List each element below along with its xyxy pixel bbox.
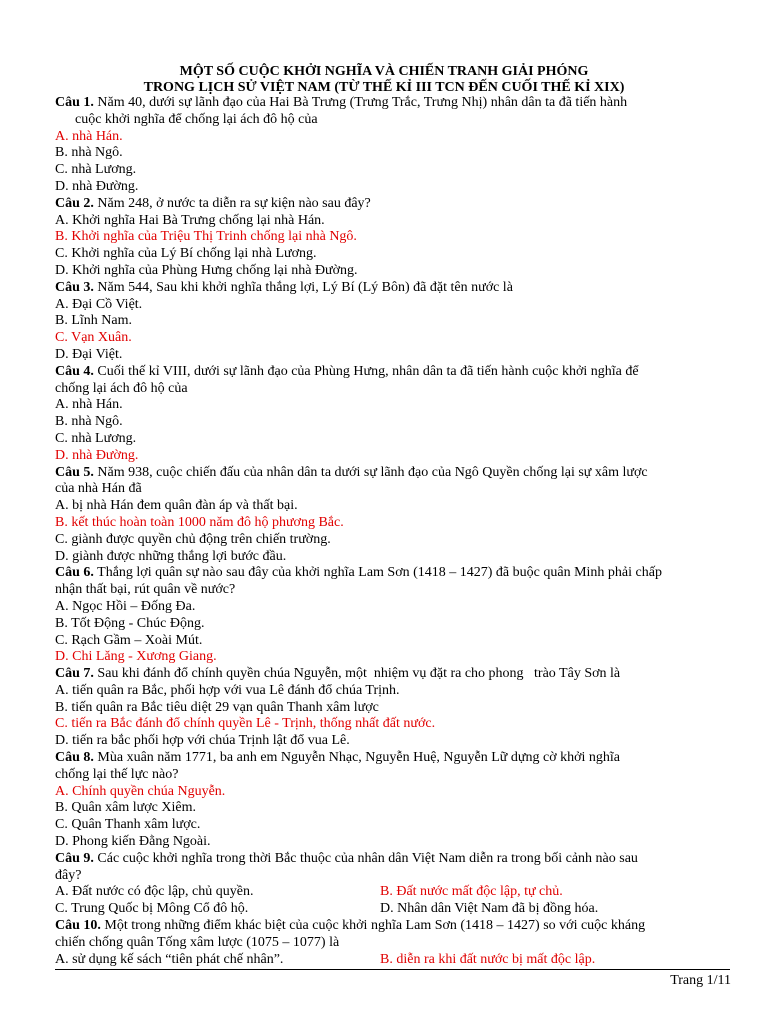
question-7: Câu 7. Sau khi đánh đổ chính quyền chúa Nguyễn, một nhiệm vụ đặt ra cho phong trào Tây Sơn là [55, 666, 621, 682]
question-9: Câu 9. Các cuộc khởi nghĩa trong thời Bắc thuộc của nhân dân Việt Nam diễn ra trong bối cảnh nào sau [55, 850, 638, 866]
option: A. bị nhà Hán đem quân đàn áp và thất bại. [55, 498, 298, 514]
option: B. diễn ra khi đất nước bị mất độc lập. [380, 951, 596, 967]
option: B. Khởi nghĩa của Triệu Thị Trinh chống lại nhà Ngô. [55, 229, 357, 245]
option: B. kết thúc hoàn toàn 1000 năm đô hộ phương Bắc. [55, 514, 344, 530]
option: A. Đất nước có độc lập, chủ quyền. [55, 884, 254, 900]
question-10-cont: chiến chống quân Tống xâm lược (1075 – 1077) là [55, 934, 340, 950]
option: A. sử dụng kế sách “tiên phát chế nhân”. [55, 951, 284, 967]
footer-divider [55, 969, 730, 970]
option: C. giành được quyền chủ động trên chiến trường. [55, 531, 331, 547]
question-5-cont: của nhà Hán đã [55, 481, 142, 497]
option: D. Phong kiến Đằng Ngoài. [55, 834, 211, 850]
option: D. giành được những thắng lợi bước đầu. [55, 548, 287, 564]
question-10: Câu 10. Một trong những điểm khác biệt của cuộc khởi nghĩa Lam Sơn (1418 – 1427) so với cuộc kháng [55, 918, 646, 934]
question-4: Câu 4. Cuối thế kỉ VIII, dưới sự lãnh đạo của Phùng Hưng, nhân dân ta đã tiến hành cuộc khởi nghĩa để [55, 363, 639, 379]
option: C. Trung Quốc bị Mông Cổ đô hộ. [55, 901, 249, 917]
option: A. Khởi nghĩa Hai Bà Trưng chống lại nhà Hán. [55, 212, 325, 228]
option: D. Đại Việt. [55, 346, 123, 362]
option: A. nhà Hán. [55, 128, 123, 144]
page-number: Trang 1/11 [670, 973, 731, 988]
option: B. Quân xâm lược Xiêm. [55, 800, 196, 816]
option: D. Khởi nghĩa của Phùng Hưng chống lại nhà Đường. [55, 262, 358, 278]
option: B. tiến quân ra Bắc tiêu diệt 29 vạn quân Thanh xâm lược [55, 699, 379, 715]
question-1-cont: cuộc khởi nghĩa để chống lại ách đô hộ của [75, 111, 318, 127]
option: C. tiến ra Bắc đánh đổ chính quyền Lê - Trịnh, thống nhất đất nước. [55, 716, 436, 732]
option: C. nhà Lương. [55, 430, 137, 446]
question-9-cont: đây? [55, 867, 82, 883]
option: A. tiến quân ra Bắc, phối hợp với vua Lê đánh đổ chúa Trịnh. [55, 682, 400, 698]
option: D. Nhân dân Việt Nam đã bị đồng hóa. [380, 901, 599, 917]
option: B. nhà Ngô. [55, 145, 123, 161]
option: A. Ngọc Hồi – Đống Đa. [55, 598, 196, 614]
question-8-cont: chống lại thế lực nào? [55, 766, 179, 782]
question-4-cont: chống lại ách đô hộ của [55, 380, 188, 396]
question-3: Câu 3. Năm 544, Sau khi khởi nghĩa thắng lợi, Lý Bí (Lý Bôn) đã đặt tên nước là [55, 279, 513, 295]
option: C. Vạn Xuân. [55, 330, 132, 346]
option: C. Khởi nghĩa của Lý Bí chống lại nhà Lương. [55, 246, 317, 262]
option: C. Rạch Gầm – Xoài Mút. [55, 632, 203, 648]
option: D. nhà Đường. [55, 447, 139, 463]
question-6-cont: nhận thất bại, rút quân về nước? [55, 582, 236, 598]
option-row [55, 884, 730, 901]
option-row [55, 901, 730, 918]
option: B. nhà Ngô. [55, 414, 123, 430]
option: C. nhà Lương. [55, 162, 137, 178]
question-list [55, 95, 730, 968]
question-6: Câu 6. Thắng lợi quân sự nào sau đây của khởi nghĩa Lam Sơn (1418 – 1427) đã buộc quân Minh phải chấp [55, 565, 662, 581]
question-8: Câu 8. Mùa xuân năm 1771, ba anh em Nguyễn Nhạc, Nguyễn Huệ, Nguyễn Lữ dựng cờ khởi nghĩa [55, 750, 620, 766]
option: B. Tốt Động - Chúc Động. [55, 615, 205, 631]
option: C. Quân Thanh xâm lược. [55, 817, 201, 833]
question-1: Câu 1. Năm 40, dưới sự lãnh đạo của Hai Bà Trưng (Trưng Trắc, Trưng Nhị) nhân dân ta đã tiến hành [55, 95, 628, 110]
option: A. Chính quyền chúa Nguyễn. [55, 783, 226, 799]
option: B. Lĩnh Nam. [55, 313, 132, 329]
option-row [55, 952, 730, 969]
option: D. Chi Lăng - Xương Giang. [55, 649, 217, 665]
option: A. Đại Cồ Việt. [55, 296, 143, 312]
title-line-1: MỘT SỐ CUỘC KHỞI NGHĨA VÀ CHIẾN TRANH GIẢI PHÓNG [179, 64, 589, 79]
option: B. Đất nước mất độc lập, tự chủ. [380, 884, 563, 900]
question-5: Câu 5. Năm 938, cuộc chiến đấu của nhân dân ta dưới sự lãnh đạo của Ngô Quyền chống lại sự xâm lược [55, 464, 648, 480]
option: A. nhà Hán. [55, 397, 123, 413]
title-line-2: TRONG LỊCH SỬ VIỆT NAM (TỪ THẾ KỈ III TCN ĐẾN CUỐI THẾ KỈ XIX) [143, 80, 625, 95]
option: D. nhà Đường. [55, 178, 139, 194]
question-2: Câu 2. Năm 248, ở nước ta diễn ra sự kiện nào sau đây? [55, 195, 371, 211]
option: D. tiến ra bắc phối hợp với chúa Trịnh lật đổ vua Lê. [55, 733, 350, 749]
